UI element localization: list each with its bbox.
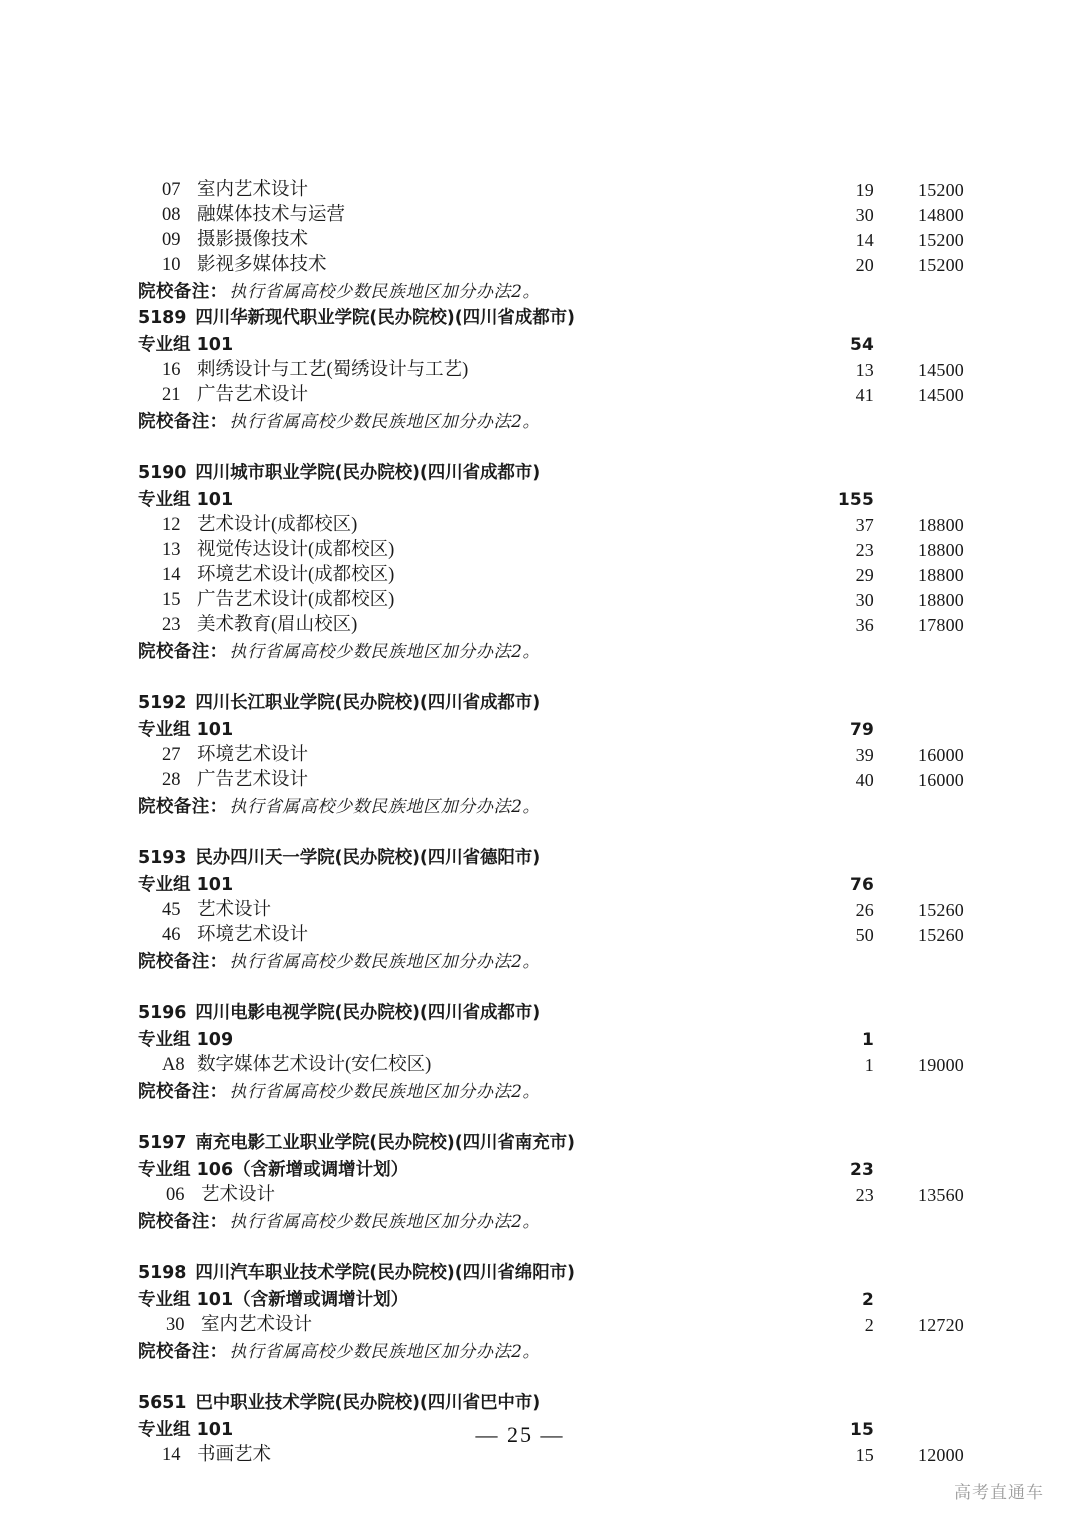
major-code: 10 <box>162 255 181 275</box>
major-quota: 19 <box>855 180 874 200</box>
school-code: 5198 <box>138 1263 187 1283</box>
major-quota: 14 <box>855 230 874 250</box>
school-block <box>138 690 966 820</box>
school-header <box>138 845 966 872</box>
major-fee: 15260 <box>918 925 964 945</box>
major-group-label: 专业组 <box>138 720 191 740</box>
major-group-code: 106 <box>196 1160 234 1180</box>
school-code: 5190 <box>138 463 187 483</box>
major-group-total: 54 <box>849 335 874 355</box>
school-note-title: 院校备注： <box>138 412 228 432</box>
major-row <box>138 513 966 538</box>
major-code: 46 <box>162 925 181 945</box>
major-code: 30 <box>166 1315 185 1335</box>
school-code: 5192 <box>138 693 187 713</box>
school-note <box>138 278 966 305</box>
school-header <box>138 1130 966 1157</box>
major-row <box>138 178 966 203</box>
major-code: 27 <box>162 745 181 765</box>
major-quota: 29 <box>855 565 874 585</box>
school-header <box>138 305 966 332</box>
continued-school-block <box>138 178 966 305</box>
major-fee: 18800 <box>918 590 964 610</box>
page-number: — 25 — <box>475 1422 565 1447</box>
major-row <box>138 898 966 923</box>
major-fee: 15200 <box>918 255 964 275</box>
school-note-title: 院校备注： <box>138 797 228 817</box>
major-group-total: 23 <box>849 1160 874 1180</box>
major-group-code: 101 <box>196 1420 234 1440</box>
major-group-code: 101 <box>196 335 234 355</box>
major-quota: 37 <box>855 515 874 535</box>
major-code: 23 <box>162 615 181 635</box>
major-code: 16 <box>162 360 181 380</box>
school-name: 南充电影工业职业学院(民办院校)(四川省南充市) <box>195 1133 575 1153</box>
major-quota: 13 <box>855 360 874 380</box>
major-code: 08 <box>162 205 181 225</box>
major-name: 美术教育(眉山校区) <box>197 615 358 635</box>
major-name: 艺术设计(成都校区) <box>197 515 358 535</box>
school-note-body: 执行省属高校少数民族地区加分办法2。 <box>229 282 541 302</box>
major-name: 视觉传达设计(成都校区) <box>197 540 395 560</box>
major-row <box>138 1053 966 1078</box>
major-quota: 39 <box>855 745 874 765</box>
major-fee: 15200 <box>918 230 964 250</box>
school-note-body: 执行省属高校少数民族地区加分办法2。 <box>229 1342 541 1362</box>
major-group-label: 专业组 <box>138 1420 191 1440</box>
major-code: 12 <box>162 515 181 535</box>
major-quota: 30 <box>855 590 874 610</box>
major-name: 融媒体技术与运营 <box>197 205 346 225</box>
major-quota: 15 <box>855 1445 874 1465</box>
major-row <box>138 538 966 563</box>
major-name: 环境艺术设计(成都校区) <box>197 565 395 585</box>
major-group-row <box>138 1157 966 1183</box>
school-block <box>138 305 966 435</box>
major-fee: 12000 <box>918 1445 964 1465</box>
major-row <box>138 1183 966 1208</box>
major-name: 广告艺术设计 <box>197 770 309 790</box>
major-fee: 12720 <box>918 1315 964 1335</box>
major-name: 室内艺术设计 <box>201 1315 313 1335</box>
school-note-title: 院校备注： <box>138 1082 228 1102</box>
major-group-row <box>138 872 966 898</box>
major-name: 影视多媒体技术 <box>197 255 327 275</box>
major-group-note: （含新增或调增计划） <box>233 1160 409 1180</box>
major-group-label: 专业组 <box>138 1290 191 1310</box>
major-fee: 14500 <box>918 385 964 405</box>
major-fee: 19000 <box>918 1055 964 1075</box>
major-quota: 26 <box>855 900 874 920</box>
major-group-label: 专业组 <box>138 1160 191 1180</box>
school-block <box>138 845 966 975</box>
school-name: 四川汽车职业技术学院(民办院校)(四川省绵阳市) <box>195 1263 575 1283</box>
major-fee: 16000 <box>918 770 964 790</box>
major-row <box>138 228 966 253</box>
school-block <box>138 460 966 665</box>
major-quota: 2 <box>864 1315 874 1335</box>
school-code: 5193 <box>138 848 187 868</box>
school-note-title: 院校备注： <box>138 1342 228 1362</box>
major-code: 14 <box>162 1445 181 1465</box>
major-name: 环境艺术设计 <box>197 925 309 945</box>
school-header <box>138 1260 966 1287</box>
major-name: 书画艺术 <box>197 1445 272 1465</box>
major-quota: 20 <box>855 255 874 275</box>
school-note <box>138 1208 966 1235</box>
major-group-code: 101 <box>196 875 234 895</box>
school-header <box>138 690 966 717</box>
major-fee: 15260 <box>918 900 964 920</box>
major-row <box>138 743 966 768</box>
major-group-label: 专业组 <box>138 875 191 895</box>
school-name: 巴中职业技术学院(民办院校)(四川省巴中市) <box>195 1393 541 1413</box>
school-header <box>138 1390 966 1417</box>
school-note <box>138 1338 966 1365</box>
major-code: 06 <box>166 1185 185 1205</box>
school-name: 四川长江职业学院(民办院校)(四川省成都市) <box>195 693 541 713</box>
major-row <box>138 588 966 613</box>
school-code: 5197 <box>138 1133 187 1153</box>
major-group-label: 专业组 <box>138 1030 191 1050</box>
major-quota: 36 <box>855 615 874 635</box>
major-quota: 40 <box>855 770 874 790</box>
major-row <box>138 923 966 948</box>
major-name: 数字媒体艺术设计(安仁校区) <box>197 1055 432 1075</box>
major-name: 艺术设计 <box>201 1185 276 1205</box>
major-group-row <box>138 717 966 743</box>
school-code: 5189 <box>138 308 187 328</box>
school-note-title: 院校备注： <box>138 282 228 302</box>
school-note <box>138 638 966 665</box>
school-note-body: 执行省属高校少数民族地区加分办法2。 <box>229 797 541 817</box>
major-name: 室内艺术设计 <box>197 180 309 200</box>
major-code: 45 <box>162 900 181 920</box>
major-row <box>138 383 966 408</box>
school-note-body: 执行省属高校少数民族地区加分办法2。 <box>229 412 541 432</box>
major-row <box>138 768 966 793</box>
major-fee: 17800 <box>918 615 964 635</box>
major-row <box>138 563 966 588</box>
major-row <box>138 1313 966 1338</box>
major-name: 环境艺术设计 <box>197 745 309 765</box>
school-code: 5651 <box>138 1393 187 1413</box>
major-group-total: 2 <box>861 1290 874 1310</box>
school-note-title: 院校备注： <box>138 952 228 972</box>
major-quota: 23 <box>855 1185 874 1205</box>
major-quota: 30 <box>855 205 874 225</box>
major-group-label: 专业组 <box>138 335 191 355</box>
major-group-row <box>138 487 966 513</box>
major-name: 广告艺术设计 <box>197 385 309 405</box>
school-note <box>138 948 966 975</box>
major-group-row <box>138 332 966 358</box>
school-block <box>138 1000 966 1105</box>
major-group-total: 1 <box>861 1030 874 1050</box>
major-name: 摄影摄像技术 <box>197 230 309 250</box>
major-code: 07 <box>162 180 181 200</box>
school-header <box>138 460 966 487</box>
school-note-body: 执行省属高校少数民族地区加分办法2。 <box>229 1212 541 1232</box>
school-note-body: 执行省属高校少数民族地区加分办法2。 <box>229 952 541 972</box>
school-note <box>138 793 966 820</box>
major-fee: 15200 <box>918 180 964 200</box>
major-row <box>138 253 966 278</box>
major-code: A8 <box>162 1055 185 1075</box>
major-group-note: （含新增或调增计划） <box>233 1290 409 1310</box>
major-group-code: 109 <box>196 1030 234 1050</box>
major-code: 28 <box>162 770 181 790</box>
major-group-total: 15 <box>849 1420 874 1440</box>
major-fee: 18800 <box>918 540 964 560</box>
school-blocks <box>138 305 966 1468</box>
major-code: 15 <box>162 590 181 610</box>
school-name: 四川华新现代职业学院(民办院校)(四川省成都市) <box>195 308 575 328</box>
major-row <box>138 358 966 383</box>
major-fee: 14800 <box>918 205 964 225</box>
school-block <box>138 1130 966 1235</box>
school-header <box>138 1000 966 1027</box>
major-code: 21 <box>162 385 181 405</box>
major-name: 艺术设计 <box>197 900 272 920</box>
major-group-code: 101 <box>196 490 234 510</box>
school-note-body: 执行省属高校少数民族地区加分办法2。 <box>229 642 541 662</box>
major-group-row <box>138 1287 966 1313</box>
major-name: 刺绣设计与工艺(蜀绣设计与工艺) <box>197 360 469 380</box>
school-name: 四川城市职业学院(民办院校)(四川省成都市) <box>195 463 541 483</box>
school-note-title: 院校备注： <box>138 642 228 662</box>
school-block <box>138 1260 966 1365</box>
watermark: 高考直通车 <box>954 1483 1044 1503</box>
major-fee: 18800 <box>918 565 964 585</box>
major-group-label: 专业组 <box>138 490 191 510</box>
major-group-row <box>138 1027 966 1053</box>
school-note-title: 院校备注： <box>138 1212 228 1232</box>
major-group-code: 101 <box>196 720 234 740</box>
school-code: 5196 <box>138 1003 187 1023</box>
major-quota: 50 <box>855 925 874 945</box>
school-note <box>138 1078 966 1105</box>
major-fee: 16000 <box>918 745 964 765</box>
school-note-body: 执行省属高校少数民族地区加分办法2。 <box>229 1082 541 1102</box>
major-quota: 41 <box>855 385 874 405</box>
major-fee: 18800 <box>918 515 964 535</box>
major-fee: 14500 <box>918 360 964 380</box>
major-code: 09 <box>162 230 181 250</box>
major-group-code: 101 <box>196 1290 234 1310</box>
major-group-total: 155 <box>837 490 874 510</box>
major-row <box>138 613 966 638</box>
school-note <box>138 408 966 435</box>
major-quota: 1 <box>864 1055 874 1075</box>
school-name: 民办四川天一学院(民办院校)(四川省德阳市) <box>195 848 541 868</box>
major-group-total: 76 <box>849 875 874 895</box>
major-quota: 23 <box>855 540 874 560</box>
plan-listing <box>138 178 966 1468</box>
major-code: 13 <box>162 540 181 560</box>
school-name: 四川电影电视学院(民办院校)(四川省成都市) <box>195 1003 541 1023</box>
major-name: 广告艺术设计(成都校区) <box>197 590 395 610</box>
major-fee: 13560 <box>918 1185 964 1205</box>
major-row <box>138 203 966 228</box>
major-group-total: 79 <box>849 720 874 740</box>
major-code: 14 <box>162 565 181 585</box>
